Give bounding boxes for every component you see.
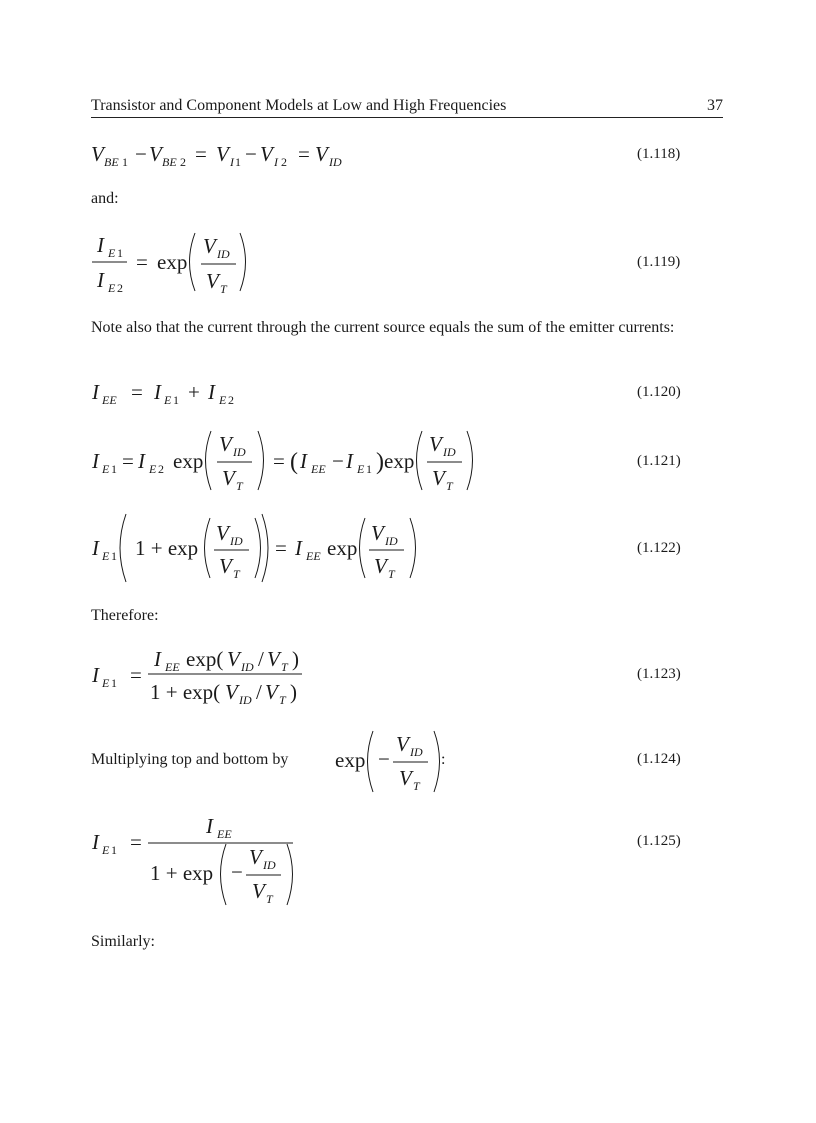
svg-text:T: T [233, 567, 240, 581]
equation-1-123 [91, 647, 302, 707]
svg-text:EE: EE [217, 827, 232, 841]
page-number: 37 [707, 97, 723, 114]
svg-text:I: I [138, 449, 145, 473]
svg-text:T: T [388, 567, 395, 581]
svg-text:ID: ID [241, 660, 254, 674]
svg-text:=: = [273, 449, 285, 473]
equation-1-124-expression [335, 731, 440, 793]
svg-text:1: 1 [366, 462, 372, 476]
svg-text:−: − [332, 449, 344, 473]
svg-text:2: 2 [117, 281, 123, 295]
svg-text:E: E [149, 462, 157, 476]
svg-text:V: V [374, 554, 387, 578]
svg-text:T: T [266, 892, 273, 906]
equation-1-122 [91, 514, 416, 582]
svg-text:E: E [102, 462, 110, 476]
svg-text:V: V [432, 466, 445, 490]
equation-number-1-120: (1.120) [637, 384, 681, 400]
text-multiplying: Multiplying top and bottom by [91, 751, 289, 768]
svg-text:EE: EE [102, 393, 117, 407]
svg-text:−: − [378, 747, 390, 771]
svg-text:T: T [446, 479, 453, 493]
svg-text:ID: ID [410, 745, 423, 759]
svg-text:V: V [371, 521, 384, 545]
svg-text:−: − [231, 860, 243, 884]
equation-1-119 [92, 233, 246, 296]
svg-text:/: / [256, 680, 262, 704]
svg-text:V: V [216, 142, 229, 166]
svg-text:I: I [230, 155, 234, 169]
svg-text:T: T [236, 479, 243, 493]
svg-text:exp: exp [384, 449, 415, 473]
svg-text:=: = [122, 449, 134, 473]
svg-text:+: + [188, 380, 200, 404]
svg-text:exp: exp [335, 748, 366, 772]
svg-text:V: V [252, 879, 265, 903]
svg-text:V: V [219, 432, 232, 456]
svg-text:I: I [154, 647, 161, 671]
svg-text:V: V [396, 732, 409, 756]
svg-text:1: 1 [111, 462, 117, 476]
svg-text:1: 1 [111, 843, 117, 857]
svg-text:EE: EE [311, 462, 326, 476]
svg-text:V: V [265, 680, 278, 704]
svg-text:V: V [249, 845, 262, 869]
equation-number-1-118: (1.118) [637, 146, 681, 162]
svg-text:V: V [219, 554, 232, 578]
svg-text:): ) [376, 449, 384, 475]
svg-text:ID: ID [230, 534, 243, 548]
svg-text:V: V [399, 766, 412, 790]
svg-text:T: T [281, 660, 288, 674]
svg-text:I: I [97, 268, 104, 292]
svg-text:T: T [220, 282, 227, 296]
svg-text:E: E [102, 676, 110, 690]
svg-text:E: E [102, 843, 110, 857]
svg-text:): ) [290, 680, 297, 704]
svg-text:1: 1 [235, 155, 241, 169]
svg-text:=: = [130, 663, 142, 687]
equation-1-121 [91, 431, 473, 493]
svg-text:I: I [97, 233, 104, 257]
running-title: Transistor and Component Models at Low and High Frequencies [91, 97, 507, 114]
svg-text:(: ( [290, 449, 298, 475]
equation-number-1-124: (1.124) [637, 751, 681, 767]
svg-text:=: = [136, 250, 148, 274]
svg-text:exp: exp [173, 449, 204, 473]
svg-text:I: I [92, 449, 99, 473]
svg-text:V: V [222, 466, 235, 490]
svg-text:V: V [225, 680, 238, 704]
svg-text:I: I [274, 155, 278, 169]
svg-text:/: / [258, 647, 264, 671]
svg-text:ID: ID [217, 247, 230, 261]
svg-text:E: E [108, 246, 116, 260]
svg-text:−: − [135, 142, 147, 166]
svg-text:ID: ID [385, 534, 398, 548]
equation-1-120 [91, 380, 234, 407]
svg-text:exp: exp [327, 536, 358, 560]
svg-text:E: E [102, 549, 110, 563]
svg-text:1: 1 [173, 393, 179, 407]
svg-text:1: 1 [122, 155, 128, 169]
text-similarly: Similarly: [91, 933, 155, 950]
equation-number-1-122: (1.122) [637, 540, 681, 556]
svg-text:V: V [267, 647, 280, 671]
svg-text:=: = [131, 380, 143, 404]
svg-text:E: E [357, 462, 365, 476]
svg-text:I: I [92, 536, 99, 560]
svg-text:1 + exp: 1 + exp [150, 861, 214, 885]
svg-text:2: 2 [180, 155, 186, 169]
svg-text:T: T [279, 693, 286, 707]
text-therefore: Therefore: [91, 607, 159, 624]
svg-text:V: V [429, 432, 442, 456]
svg-text:I: I [300, 449, 307, 473]
svg-text:I: I [92, 380, 99, 404]
svg-text:I: I [154, 380, 161, 404]
svg-text:I: I [346, 449, 353, 473]
equation-1-125 [91, 814, 293, 906]
svg-text:exp(: exp( [186, 647, 224, 671]
text-colon: : [441, 751, 446, 768]
svg-text:E: E [164, 393, 172, 407]
svg-text:V: V [216, 521, 229, 545]
svg-text:I: I [295, 536, 302, 560]
svg-text:V: V [149, 142, 162, 166]
svg-text:I: I [92, 663, 99, 687]
svg-text:−: − [245, 142, 257, 166]
svg-text:1: 1 [117, 246, 123, 260]
equation-number-1-121: (1.121) [637, 453, 681, 469]
svg-text:EE: EE [306, 549, 321, 563]
svg-text:=: = [130, 830, 142, 854]
svg-text:V: V [260, 142, 273, 166]
svg-text:T: T [413, 779, 420, 793]
svg-text:ID: ID [239, 693, 252, 707]
equation-number-1-125: (1.125) [637, 833, 681, 849]
svg-text:V: V [206, 269, 219, 293]
svg-text:I: I [92, 830, 99, 854]
svg-text:BE: BE [104, 155, 119, 169]
svg-text:ID: ID [443, 445, 456, 459]
equation-number-1-123: (1.123) [637, 666, 681, 682]
svg-text:E: E [108, 281, 116, 295]
svg-text:exp: exp [157, 250, 188, 274]
svg-text:2: 2 [228, 393, 234, 407]
svg-text:BE: BE [162, 155, 177, 169]
svg-text:2: 2 [158, 462, 164, 476]
svg-text:V: V [203, 234, 216, 258]
equation-1-118 [91, 142, 342, 169]
svg-text:=: = [275, 536, 287, 560]
svg-text:EE: EE [165, 660, 180, 674]
svg-text:I: I [208, 380, 215, 404]
svg-text:1 + exp(: 1 + exp( [150, 680, 221, 704]
svg-text:=: = [298, 142, 310, 166]
svg-text:): ) [292, 647, 299, 671]
svg-text:ID: ID [233, 445, 246, 459]
svg-text:1: 1 [111, 549, 117, 563]
svg-text:ID: ID [263, 858, 276, 872]
svg-text:2: 2 [281, 155, 287, 169]
svg-text:V: V [315, 142, 328, 166]
text-and: and: [91, 190, 119, 207]
svg-text:1: 1 [111, 676, 117, 690]
svg-text:I: I [206, 814, 213, 838]
svg-text:V: V [91, 142, 104, 166]
svg-text:1 + exp: 1 + exp [135, 536, 199, 560]
svg-text:=: = [195, 142, 207, 166]
equation-number-1-119: (1.119) [637, 254, 681, 270]
svg-text:ID: ID [329, 155, 342, 169]
text-note: Note also that the current through the current source equals the sum of the emitter currents: [91, 319, 675, 336]
svg-text:E: E [219, 393, 227, 407]
svg-text:V: V [227, 647, 240, 671]
